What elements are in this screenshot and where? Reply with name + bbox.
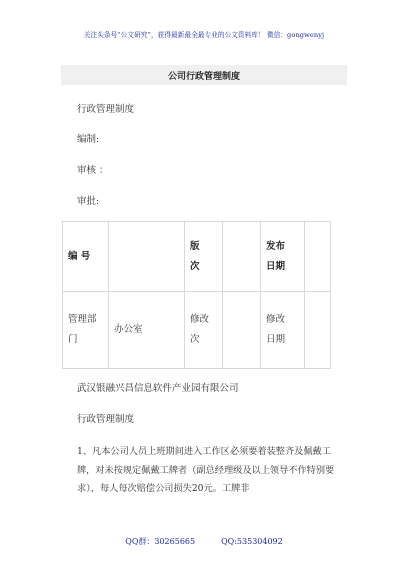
qq-group-text: QQ群：30265665	[125, 537, 196, 546]
header-cell-version: 版 次	[185, 222, 223, 292]
top-banner: 关注头条号“公文研究”，获得最新最全最专业的公文资料库！ 微信：gongwenyj	[83, 31, 325, 39]
section-title: 行政管理制度	[77, 414, 135, 425]
header-cell-number-value	[109, 222, 185, 292]
document-title	[61, 65, 347, 85]
subtitle: 行政管理制度	[77, 104, 135, 115]
company-name: 武汉银融兴昌信息软件产业园有限公司	[77, 383, 239, 394]
header-cell-release-date: 发布 日期	[261, 222, 305, 292]
bottom-banner	[0, 536, 408, 547]
field-review: 审核 ：	[77, 165, 109, 176]
qq-text: QQ:535304092	[221, 537, 283, 546]
header-cell-release-date-value	[305, 222, 331, 292]
cell-revision-label: 修改 次	[185, 292, 223, 369]
field-approve: 审批:	[77, 196, 100, 207]
field-edit: 编制:	[77, 134, 100, 145]
table-header-row	[63, 222, 331, 292]
document-title-text: 公司行政管理制度	[167, 71, 240, 82]
header-cell-version-value	[223, 222, 261, 292]
header-cell-number: 编 号	[63, 222, 109, 292]
cell-department-value: 办公室	[109, 292, 185, 369]
body-paragraph: 1、凡本公司人员上班期间进入工作区必须要着装整齐及佩戴工牌，对未按规定佩戴工牌者（副总经理级及以上领导不作特别要求），每人每次赔偿公司损失20元。工牌非	[77, 446, 335, 495]
cell-department-label: 管理部 门	[63, 292, 109, 369]
cell-revision-date-label: 修改 日期	[261, 292, 305, 369]
table-row	[63, 292, 331, 369]
cell-revision-date-value	[305, 292, 331, 369]
cell-revision-value	[223, 292, 261, 369]
document-meta-table	[62, 221, 331, 369]
